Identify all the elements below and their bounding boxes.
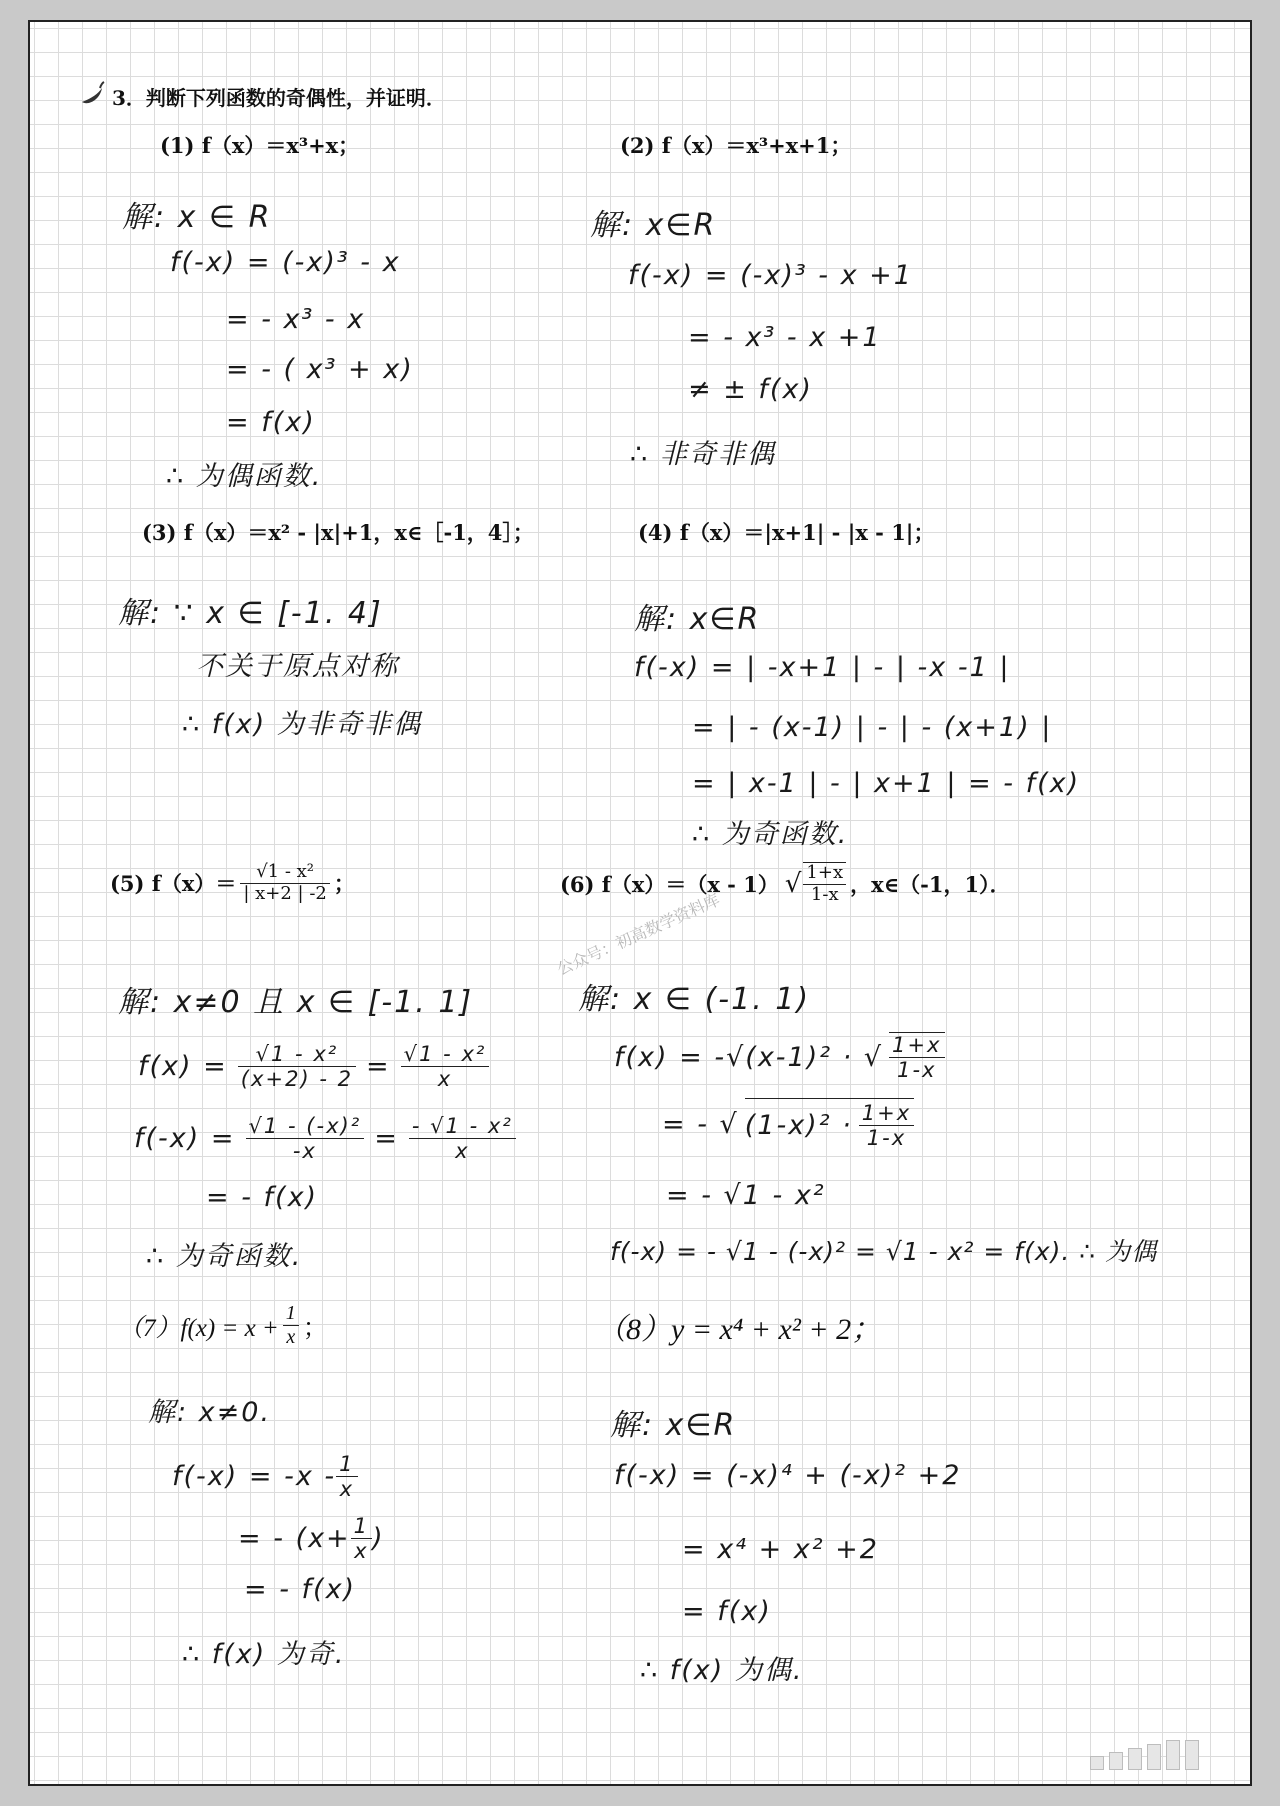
p5-label-fraction [240,862,330,904]
p4-line-1: 解: x∈R [634,602,761,637]
p5-label-prefix: (5) f（x）＝ [110,871,237,897]
p5-line-4: = - f(x) [206,1182,319,1213]
p5-eq-1: = [366,1051,391,1083]
p5-frac-1-num: √1 - x² [238,1042,356,1067]
p5-frac-4-den: x [455,1138,470,1164]
p4-line-3: = | - (x-1) | - | - (x+1) | [692,712,1053,743]
p7-label-num: 1 [283,1302,299,1326]
problem-1-label: (1) f（x）＝x³+x； [160,133,360,158]
signal-bars-icon [1090,1740,1199,1770]
p5-frac-2-num: √1 - x² [401,1042,490,1067]
p5-line-5: ∴ 为奇函数. [146,1241,303,1272]
p2-line-1: 解: x∈R [590,208,717,243]
p5-line-3 [134,1114,516,1163]
p7-line-1: 解: x≠0. [148,1397,272,1428]
p6-fx: f(x) = -√(x-1)² · √ [614,1041,884,1073]
problem-7-label [118,1302,328,1349]
p6-radicand [745,1098,914,1150]
p8-line-5: ∴ f(x) 为偶. [640,1655,804,1686]
p4-line-2: f(-x) = | -x+1 | - | -x -1 | [634,652,1011,683]
p7-frac-1-num: 1 [336,1452,357,1477]
p8-line-1: 解: x∈R [610,1408,737,1443]
problem-8-label: （8）y = x⁴ + x² + 2； [596,1313,882,1346]
p5-label-num: √1 - x² [240,862,330,884]
p5-frac-4 [409,1114,516,1163]
p6-frac-2 [859,1101,914,1150]
p4-line-5: ∴ 为奇函数. [692,819,849,850]
p6-eq-1: = - √ [662,1108,739,1140]
p5-fnegx: f(-x) = [134,1123,236,1155]
p6-frac-1 [889,1032,944,1082]
p3-line-1: 解: ∵ x ∈ [-1. 4] [118,596,383,631]
p6-label-den: 1-x [810,883,839,905]
p5-label-den: | x+2 | -2 [243,882,327,904]
p1-line-3: = - x³ - x [226,304,366,335]
p5-fx: f(x) = [138,1051,228,1083]
p7-eq-1: = - (x+ [238,1523,351,1555]
p1-line-4: = - ( x³ + x) [226,354,414,385]
watermark: 公众号：初高数学资料库 [554,889,723,979]
p7-line-2 [172,1452,358,1501]
p6-frac-1-num: 1+x [889,1033,944,1058]
p6-label-prefix: (6) f（x）＝（x - 1） [560,871,779,897]
p7-label-fraction [283,1302,299,1349]
p1-line-6: ∴ 为偶函数. [166,461,323,492]
p2-line-5: ∴ 非奇非偶 [630,439,776,470]
p6-line-4: = - √1 - x² [666,1180,826,1211]
p5-frac-4-num: - √1 - x² [409,1114,516,1139]
p7-frac-2-den: x [354,1538,369,1564]
p2-line-3: = - x³ - x +1 [688,322,882,353]
p6-sqrt-sign: √ [784,868,802,899]
p5-eq-2: = [374,1123,399,1155]
p1-line-5: = f(x) [226,407,316,438]
p8-line-3: = x⁴ + x² +2 [682,1534,879,1565]
problem-3-label: (3) f（x）＝x² - |x|+1，x∈［-1，4］； [142,520,534,545]
p7-frac-1 [336,1452,357,1501]
p2-line-4: ≠ ± f(x) [688,374,813,405]
p5-frac-3-num: √1 - (-x)² [246,1114,365,1139]
p6-frac-2-num: 1+x [859,1101,914,1126]
p6-label-fraction [803,862,846,905]
p7-label-den: x [286,1326,296,1348]
p5-frac-2-den: x [437,1066,453,1092]
p7-line-4: = - f(x) [244,1574,357,1605]
p5-frac-3 [246,1114,365,1163]
p6-label-suffix: ，x∈（-1，1）． [850,871,1011,897]
problem-4-label: (4) f（x）＝|x+1| - |x - 1|； [638,520,935,545]
p6-line-5: f(-x) = - √1 - (-x)² = √1 - x² = f(x). ∴ 为偶 [610,1237,1158,1266]
p8-line-2: f(-x) = (-x)⁴ + (-x)² +2 [614,1460,962,1491]
p6-label-num: 1+x [803,863,846,885]
p8-line-4: = f(x) [682,1596,772,1627]
section-title: 3．判断下列函数的奇偶性，并证明． [112,86,446,110]
p7-label-prefix: （7）f(x) = x + [118,1314,279,1342]
worksheet-page [28,20,1252,1786]
problem-5-label [110,862,355,904]
p6-line-3 [662,1098,914,1150]
p5-frac-2 [401,1042,490,1091]
p6-frac-1-den: 1-x [897,1057,937,1083]
pepper-icon [78,80,106,108]
p7-frac-1-den: x [339,1476,355,1502]
problem-2-label: (2) f（x）＝x³+x+1； [620,133,852,158]
p7-line-5: ∴ f(x) 为奇. [182,1639,346,1670]
p3-line-2: 不关于原点对称 [196,651,399,682]
p6-line-1: 解: x ∈ (-1. 1) [578,982,811,1017]
p6-radicand-a: (1-x)² · [744,1110,853,1142]
p7-fnegx: f(-x) = -x - [172,1461,337,1493]
p5-label-suffix: ； [333,871,355,897]
p5-frac-1 [238,1042,356,1091]
p1-line-2: f(-x) = (-x)³ - x [170,247,401,278]
p7-line-3 [238,1514,385,1563]
p5-frac-3-den: -x [292,1138,317,1164]
p1-line-1: 解: x ∈ R [122,200,272,235]
p3-line-3: ∴ f(x) 为非奇非偶 [182,709,422,740]
p5-line-1: 解: x≠0 且 x ∈ [-1. 1] [118,985,474,1020]
p7-frac-2-num: 1 [351,1514,372,1539]
p7-label-suffix: ； [302,1314,328,1342]
p6-frac-2-den: 1-x [866,1125,907,1151]
p6-line-2 [614,1032,945,1082]
p7-frac-2 [351,1514,372,1563]
problem-6-label [560,862,1011,905]
p4-line-4: = | x-1 | - | x+1 | = - f(x) [692,768,1081,799]
p5-line-2 [138,1042,489,1091]
p7-close-paren: ) [372,1523,385,1555]
p2-line-2: f(-x) = (-x)³ - x +1 [628,260,913,291]
p5-frac-1-den: (x+2) - 2 [240,1066,354,1092]
